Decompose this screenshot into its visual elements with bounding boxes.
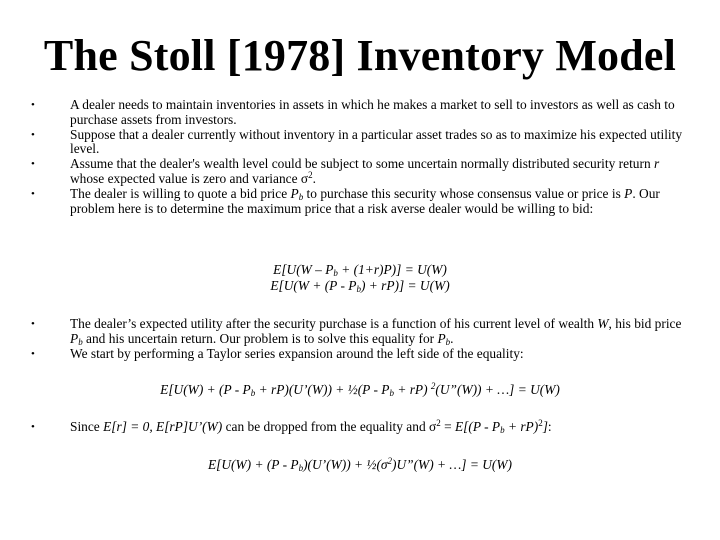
bullet-item	[0, 98, 720, 128]
equation-taylor-expansion	[0, 382, 720, 398]
text-run: Assume that the dealer's wealth level could be subject to some uncertain normally distributed security return	[70, 156, 654, 172]
text-run: Since	[70, 419, 104, 434]
bullet-item	[0, 187, 720, 217]
text-run: The dealer’s expected utility after the security purchase is a function of his current level of wealth	[70, 316, 598, 331]
text-run: + rP)	[504, 419, 539, 434]
text-run: E[r] = 0, E[rP]U’(W)	[103, 419, 223, 434]
bullet-icon: •	[31, 421, 35, 433]
text-run: 2	[430, 381, 436, 391]
text-run: .	[450, 330, 454, 346]
text-run: 2	[538, 418, 543, 428]
bullet-list-simplification	[0, 420, 720, 435]
bullet-icon: •	[31, 99, 35, 111]
text-run: ]	[542, 419, 548, 434]
text-run: =	[440, 419, 455, 434]
text-run: + rP)(U’(W)) + ½(P - P	[255, 382, 390, 397]
text-run: ) + rP)] = U(W)	[360, 278, 450, 293]
bullet-icon: •	[31, 187, 35, 200]
text-run: )U”(W) + …] = U(W)	[392, 457, 512, 472]
text-run: r	[654, 156, 660, 172]
text-run: 2	[387, 456, 393, 466]
bullet-icon: •	[31, 318, 35, 330]
text-run: b	[298, 191, 304, 202]
text-run: can be dropped from the equality and σ	[222, 419, 437, 434]
bullet-list-intro	[0, 98, 720, 216]
bullet-item	[0, 347, 720, 362]
text-run: b	[333, 268, 338, 278]
text-run: Suppose that a dealer currently without inventory in a particular asset trades so as to maximize his expected utility level.	[70, 126, 683, 157]
text-run: , his bid price	[608, 316, 682, 331]
text-run: :	[547, 419, 552, 434]
equation-dealer-utility	[0, 262, 720, 278]
equation-dealer-utility-rewritten	[0, 278, 720, 294]
text-run: The dealer is willing to quote a bid price	[70, 185, 291, 201]
text-run: A dealer needs to maintain inventories in assets in which he makes a market to sell to investors as well as cash to purchase assets from investors.	[70, 97, 675, 127]
text-run: to purchase this security whose consensus value or price is	[303, 185, 625, 201]
text-run: b	[389, 388, 394, 398]
text-run: and his uncertain return. Our problem is to solve this equality for	[82, 330, 438, 346]
equation-simplified	[0, 457, 720, 473]
bullet-item	[0, 128, 720, 158]
bullet-item	[0, 317, 720, 347]
bullet-item	[0, 420, 720, 435]
bullet-icon: •	[31, 128, 35, 141]
text-run: E[U(W) + (P - P	[207, 457, 299, 472]
text-run: + rP)	[393, 382, 431, 397]
bullet-list-expansion	[0, 317, 720, 361]
text-run: + (1+r)P)] = U(W)	[337, 262, 447, 277]
text-run: .	[312, 170, 316, 186]
text-run: b	[356, 284, 361, 294]
text-run: P	[70, 330, 79, 346]
text-run: E[U(W) + (P - P	[160, 382, 251, 397]
text-run: whose expected value is zero and variance σ	[70, 170, 309, 186]
text-run: P	[624, 185, 633, 201]
text-run: E[U(W – P	[273, 262, 334, 277]
text-run: 2	[436, 418, 441, 428]
bullet-item	[0, 157, 720, 187]
text-run: W	[597, 316, 609, 331]
text-run: b	[500, 425, 505, 435]
bullet-icon: •	[31, 347, 35, 360]
text-run: . Our problem here is to determine the maximum price that a risk averse dealer would be willing to bid:	[70, 185, 660, 216]
text-run: E[U(W + (P - P	[270, 278, 357, 293]
text-run: b	[445, 336, 451, 347]
text-run: (U”(W)) + …] = U(W)	[435, 382, 560, 397]
text-run: b	[250, 388, 256, 398]
text-run: 2	[308, 169, 313, 180]
text-run: E[(P - P	[454, 419, 501, 434]
bullet-icon: •	[31, 158, 35, 171]
text-run: We start by performing a Taylor series expansion around the left side of the equality:	[70, 345, 524, 361]
text-run: P	[437, 330, 446, 346]
text-run: P	[290, 185, 299, 201]
text-run: )(U’(W)) + ½(σ	[303, 457, 388, 472]
slide-title: The Stoll [1978] Inventory Model	[43, 31, 677, 80]
text-run: b	[298, 463, 304, 473]
text-run: b	[78, 336, 83, 347]
